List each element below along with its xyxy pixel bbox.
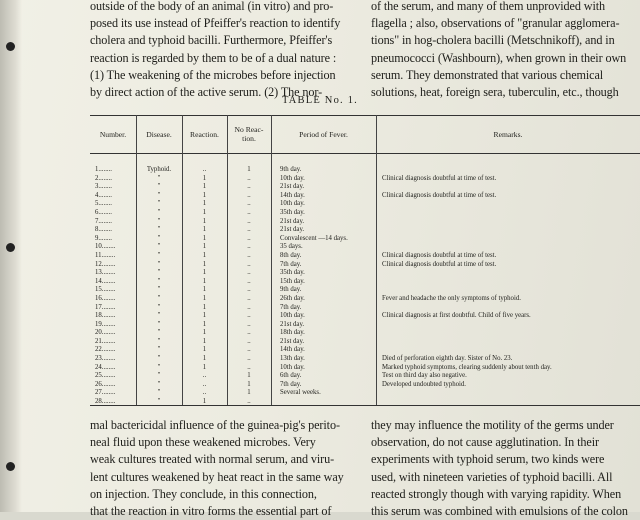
table-cell-remarks <box>382 235 638 244</box>
table-cell-no-reaction: .. <box>247 243 251 251</box>
table-cell-no-reaction: .. <box>247 200 251 208</box>
col-header-period-of-fever: Period of Fever. <box>299 130 348 139</box>
table-cell-remarks: Died of perforation eighth day. Sister of No. 23. <box>382 355 513 363</box>
table-cell-no-reaction: .. <box>247 251 251 259</box>
table-cell-reaction: 1 <box>202 234 207 242</box>
table-cell-no-reaction: 1 <box>247 166 251 173</box>
table-cell-number: 26........ <box>95 380 116 388</box>
text-line: of the serum, and many of them unprovided with <box>371 0 606 13</box>
table-cell-reaction: 1 <box>202 183 207 191</box>
bottom-right-paragraph <box>371 417 639 520</box>
table-cell-reaction: 1 <box>202 303 207 311</box>
table-cell-remarks <box>382 286 638 295</box>
text-line: serum. They demonstrated that various chemical <box>371 67 604 82</box>
table-cell-reaction: 1 <box>202 346 207 354</box>
table-cell-reaction: 1 <box>202 312 207 320</box>
table-cell-disease: " <box>157 183 161 191</box>
table-header-rule <box>90 153 640 154</box>
table-cell-number: 4........ <box>95 191 112 199</box>
table-cell-period: 9th day. <box>280 286 302 294</box>
column-period-of-fever <box>280 166 376 407</box>
table-cell-remarks: Marked typhoid symptoms, clearing suddenly about tenth day. <box>382 363 552 371</box>
table-cell-remarks <box>382 321 638 330</box>
table-cell-period: 7th day. <box>280 260 302 268</box>
table-cell-reaction: .. <box>202 389 207 397</box>
table-cell-reaction: .. <box>202 166 207 173</box>
text-line: experiments with typhoid serum, two kinds were <box>371 452 605 467</box>
table-cell-disease: " <box>157 277 161 285</box>
table-cell-no-reaction: .. <box>247 208 251 216</box>
table-cell-no-reaction: .. <box>247 260 251 268</box>
table-cell-number: 15........ <box>95 286 116 294</box>
table-cell-period: Convalescent —14 days. <box>280 234 348 242</box>
table-cell-disease: " <box>157 312 161 320</box>
column-no-reaction <box>227 166 271 407</box>
table-cell-period: Several weeks. <box>280 389 321 397</box>
table-cell-reaction: 1 <box>202 294 207 302</box>
table-cell-disease: " <box>157 269 161 277</box>
text-line: neal fluid upon these weakened microbes. Very <box>90 435 316 450</box>
table-cell-reaction: .. <box>202 372 207 380</box>
text-line: used, with nineteen varieties of typhoid bacilli. All <box>371 469 613 484</box>
table-cell-remarks: Clinical diagnosis at first doubtful. Child of five years. <box>382 312 531 320</box>
top-right-paragraph <box>371 0 639 101</box>
table-cell-remarks <box>382 346 638 355</box>
table-cell-number: 17........ <box>95 303 116 311</box>
table-cell-number: 18........ <box>95 312 116 320</box>
table-cell-reaction: 1 <box>202 320 207 328</box>
table-cell-number: 6........ <box>95 208 112 216</box>
punch-hole <box>6 462 15 471</box>
table-cell-period: 26th day. <box>280 294 305 302</box>
table-cell-disease: " <box>157 208 161 216</box>
table-cell-no-reaction: .. <box>247 217 251 225</box>
table-cell-remarks <box>382 389 638 398</box>
text-line: posed its use instead of Pfeiffer's reaction to identify <box>90 16 341 31</box>
table-cell-number: 12........ <box>95 260 116 268</box>
table-cell-number: 11........ <box>95 251 116 259</box>
table-cell-number: 28........ <box>95 398 116 406</box>
table-cell-remarks <box>382 243 638 252</box>
text-line: outside of the body of an animal (in vitro) and pro- <box>90 0 334 13</box>
table-cell-number: 7........ <box>95 217 112 225</box>
table-cell-period: 18th day. <box>280 329 305 337</box>
table-cell-period: 35th day. <box>280 269 305 277</box>
table-cell-number: 24........ <box>95 363 116 371</box>
table-cell-disease: " <box>157 286 161 294</box>
table-cell-number: 1........ <box>95 166 112 173</box>
table-cell-reaction: 1 <box>202 208 207 216</box>
table-cell-no-reaction: .. <box>247 234 251 242</box>
text-line: they may influence the motility of the germs under <box>371 418 614 432</box>
column-remarks <box>382 166 638 407</box>
table-cell-period: 10th day. <box>280 200 305 208</box>
table-cell-number: 20........ <box>95 329 116 337</box>
table-cell-number: 5........ <box>95 200 112 208</box>
table-cell-remarks <box>382 329 638 338</box>
text-line: lent cultures weakened by heat react in the same way <box>90 469 344 484</box>
column-number <box>95 166 135 407</box>
table-cell-period: 21st day. <box>280 183 305 191</box>
table-cell-disease: " <box>157 346 161 354</box>
text-line: on injection. They conclude, in this connection, <box>90 486 317 501</box>
table-cell-number: 3........ <box>95 183 112 191</box>
table-cell-reaction: 1 <box>202 260 207 268</box>
table-cell-no-reaction: .. <box>247 226 251 234</box>
table-cell-remarks: Test on third day also negative. <box>382 372 467 380</box>
text-line: tions" in hog-cholera bacilli (Metschnikoff), and in <box>371 33 615 48</box>
table-cell-no-reaction: .. <box>247 174 251 182</box>
table-cell-remarks <box>382 398 638 407</box>
table-cell-disease: " <box>157 380 161 388</box>
table-cell-period: 21st day. <box>280 226 305 234</box>
text-line: reacted strongly though with varying rapidity. When <box>371 486 622 501</box>
punch-hole <box>6 243 15 252</box>
table-cell-number: 16........ <box>95 294 116 302</box>
table-cell-period: 9th day. <box>280 166 302 173</box>
table-cell-period: 10th day. <box>280 312 305 320</box>
table-cell-period: 21st day. <box>280 217 305 225</box>
bottom-left-paragraph <box>90 417 362 520</box>
column-reaction <box>182 166 227 407</box>
table-cell-no-reaction: .. <box>247 294 251 302</box>
table-cell-remarks <box>382 278 638 287</box>
table-cell-period: 7th day. <box>280 380 302 388</box>
text-line: reaction is regarded by them to be of a dual nature : <box>90 50 337 65</box>
table-cell-no-reaction: .. <box>247 320 251 328</box>
table-cell-disease: " <box>157 260 161 268</box>
table-cell-disease: " <box>157 294 161 302</box>
table-cell-period: 10th day. <box>280 363 305 371</box>
table-cell-disease: " <box>157 251 161 259</box>
table-cell-no-reaction: .. <box>247 363 251 371</box>
table-cell-reaction: 1 <box>202 269 207 277</box>
table-cell-remarks <box>382 183 638 192</box>
table-cell-reaction: 1 <box>202 277 207 285</box>
table-cell-period: 13th day. <box>280 355 305 363</box>
table-cell-disease: " <box>157 243 161 251</box>
table-cell-remarks <box>382 218 638 227</box>
table-cell-no-reaction: 1 <box>247 372 251 380</box>
table-cell-period: 35 days. <box>280 243 303 251</box>
binding-edge <box>0 0 22 512</box>
table-cell-reaction: .. <box>202 380 207 388</box>
table-cell-period: 21st day. <box>280 337 305 345</box>
table-cell-disease: Typhoid. <box>146 166 172 173</box>
table-cell-remarks <box>382 226 638 235</box>
table-cell-number: 2........ <box>95 174 112 182</box>
table-cell-disease: " <box>157 303 161 311</box>
table-cell-disease: " <box>157 200 161 208</box>
table-cell-no-reaction: 1 <box>247 389 251 397</box>
table-cell-reaction: 1 <box>202 251 207 259</box>
table-cell-disease: " <box>157 363 161 371</box>
table-cell-number: 8........ <box>95 226 112 234</box>
table-cell-remarks <box>382 200 638 209</box>
table-cell-no-reaction: .. <box>247 312 251 320</box>
table-cell-reaction: 1 <box>202 337 207 345</box>
table-cell-disease: " <box>157 174 161 182</box>
table-cell-remarks <box>382 304 638 313</box>
table-cell-no-reaction: .. <box>247 277 251 285</box>
table-cell-disease: " <box>157 337 161 345</box>
text-line: pneumococci (Washbourn), when grown in their own <box>371 50 627 65</box>
table-cell-reaction: 1 <box>202 226 207 234</box>
table-cell-period: 10th day. <box>280 174 305 182</box>
table-cell-number: 23........ <box>95 355 116 363</box>
table-cell-reaction: 1 <box>202 243 207 251</box>
table-cell-reaction: 1 <box>202 363 207 371</box>
punch-hole <box>6 42 15 51</box>
table-cell-remarks: Clinical diagnosis doubtful at time of test. <box>382 174 497 182</box>
text-line: solutions, heat, foreign sera, tuberculin, etc., though <box>371 85 619 100</box>
text-line: that the reaction in vitro forms the essential part of <box>90 504 332 519</box>
table-cell-number: 9........ <box>95 234 112 242</box>
table-cell-no-reaction: .. <box>247 398 251 406</box>
table-cell-number: 22........ <box>95 346 116 354</box>
table-cell-remarks <box>382 338 638 347</box>
table-cell-number: 10........ <box>95 243 116 251</box>
table-cell-no-reaction: .. <box>247 329 251 337</box>
table-cell-number: 21........ <box>95 337 116 345</box>
table-cell-reaction: 1 <box>202 355 207 363</box>
table-cell-disease: " <box>157 234 161 242</box>
table-cell-disease: " <box>157 320 161 328</box>
text-line: (1) The weakening of the microbes before injection <box>90 67 336 82</box>
table-cell-no-reaction: .. <box>247 286 251 294</box>
col-header-remarks: Remarks. <box>493 130 523 139</box>
table-cell-remarks: Fever and headache the only symptoms of typhoid. <box>382 294 521 302</box>
table-cell-reaction: 1 <box>202 329 207 337</box>
table-cell-disease: " <box>157 217 161 225</box>
table-cell-number: 14........ <box>95 277 116 285</box>
top-left-paragraph <box>90 0 362 101</box>
text-line: mal bactericidal influence of the guinea-pig's perito- <box>90 418 340 432</box>
table-cell-remarks: Clinical diagnosis doubtful at time of test. <box>382 191 497 199</box>
table-cell-reaction: 1 <box>202 200 207 208</box>
text-line: cholera and typhoid bacilli. Furthermore, Pfeiffer's <box>90 33 333 48</box>
table-cell-no-reaction: 1 <box>247 380 251 388</box>
column-disease <box>136 166 182 407</box>
text-line: observation, do not cause agglutination. In their <box>371 435 599 450</box>
table-cell-disease: " <box>157 389 161 397</box>
table-cell-remarks: Clinical diagnosis doubtful at time of test. <box>382 260 497 268</box>
table-cell-no-reaction: .. <box>247 337 251 345</box>
table-cell-disease: " <box>157 329 161 337</box>
table-title: TABLE No. 1. <box>282 95 358 106</box>
table-cell-disease: " <box>157 355 161 363</box>
table-cell-no-reaction: .. <box>247 269 251 277</box>
table-cell-period: 6th day. <box>280 372 302 380</box>
table-cell-remarks: Clinical diagnosis doubtful at time of test. <box>382 251 497 259</box>
table-cell-disease: " <box>157 191 161 199</box>
table-cell-reaction: 1 <box>202 217 207 225</box>
col-header-disease: Disease. <box>146 130 172 139</box>
table-cell-disease: " <box>157 226 161 234</box>
table-top-rule <box>90 115 640 116</box>
table-cell-number: 19........ <box>95 320 116 328</box>
col-header-number: Number. <box>99 130 127 139</box>
table-cell-no-reaction: .. <box>247 303 251 311</box>
table-cell-period: 7th day. <box>280 303 302 311</box>
table-cell-no-reaction: .. <box>247 355 251 363</box>
table-cell-period: 14th day. <box>280 191 305 199</box>
table-cell-remarks <box>382 269 638 278</box>
table-cell-no-reaction: .. <box>247 346 251 354</box>
table-cell-period: 15th day. <box>280 277 305 285</box>
table-cell-number: 25........ <box>95 372 116 380</box>
table-cell-disease: " <box>157 372 161 380</box>
table-cell-reaction: 1 <box>202 174 207 182</box>
table-cell-number: 27........ <box>95 389 116 397</box>
text-line: by direct action of the active serum. (2) The nor- <box>90 85 323 100</box>
table-cell-disease: " <box>157 398 161 406</box>
table-cell-period <box>280 398 376 407</box>
column-divider <box>271 115 272 405</box>
text-line: weak cultures treated with normal serum, and viru- <box>90 452 335 467</box>
table-cell-remarks: Developed undoubted typhoid. <box>382 380 467 388</box>
table-cell-number: 13........ <box>95 269 116 277</box>
table-cell-reaction: 1 <box>202 398 207 406</box>
table-cell-period: 21st day. <box>280 320 305 328</box>
table-cell-no-reaction: .. <box>247 183 251 191</box>
text-line: this serum was combined with emulsions of the colon <box>371 504 628 519</box>
table-cell-reaction: 1 <box>202 191 207 199</box>
table-cell-period: 14th day. <box>280 346 305 354</box>
table-cell-remarks <box>382 209 638 218</box>
table-cell-remarks <box>382 166 638 175</box>
col-header-no-reaction: No Reac- tion. <box>234 125 264 143</box>
column-divider <box>376 115 377 405</box>
table-cell-no-reaction: .. <box>247 191 251 199</box>
table-cell-period: 35th day. <box>280 208 305 216</box>
col-header-reaction: Reaction. <box>190 130 219 139</box>
table-cell-period: 8th day. <box>280 251 302 259</box>
text-line: flagella ; also, observations of "granular agglomera- <box>371 16 620 31</box>
table-cell-reaction: 1 <box>202 286 207 294</box>
